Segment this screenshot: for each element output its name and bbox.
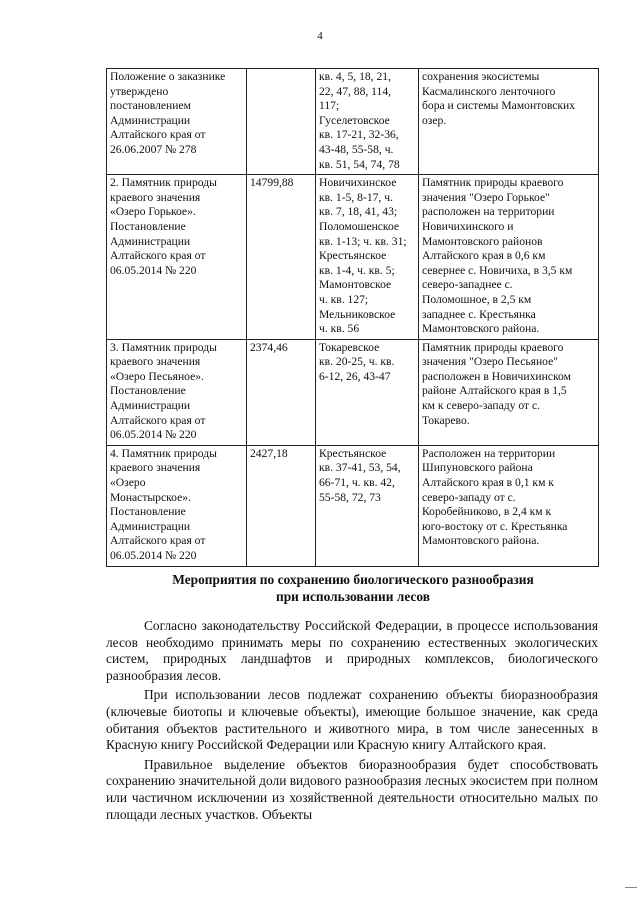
table-cell-area: 2427,18 — [247, 445, 316, 566]
section-heading-line: Мероприятия по сохранению биологического разнообразия — [172, 572, 534, 587]
table-cell-area: 14799,88 — [247, 175, 316, 340]
table-cell-area — [247, 69, 316, 175]
table-cell-quarters: Токаревское кв. 20-25, ч. кв. 6-12, 26, 43-47 — [316, 339, 419, 445]
table-cell-location: Расположен на территории Шипуновского района Алтайского края в 0,1 км к северо-западу от с. Коробейниково, в 2,4 км к юго-востоку от с. Крестьянка Мамонтовского района. — [419, 445, 599, 566]
table-cell-name: 3. Памятник природы краевого значения «Озеро Песьяное». Постановление Администрации Алтайского края от 06.05.2014 № 220 — [107, 339, 247, 445]
table-cell-quarters: кв. 4, 5, 18, 21, 22, 47, 88, 114, 117; Гуселетовское кв. 17-21, 32-36, 43-48, 55-58, ч. кв. 51, 54, 74, 78 — [316, 69, 419, 175]
table-cell-location: Памятник природы краевого значения "Озеро Горькое" расположен на территории Новичихинского и Мамонтовского районов Алтайского края в 0,6 км севернее с. Новичиха, в 3,5 км северо-западнее с. Поломошное, в 2,5 км западнее с. Крестьянка Мамонтовского района. — [419, 175, 599, 340]
scan-edge-mark — [625, 887, 637, 888]
table-cell-area: 2374,46 — [247, 339, 316, 445]
section-heading-line: при использовании лесов — [276, 589, 430, 604]
table-cell-name: Положение о заказнике утверждено постановлением Администрации Алтайского края от 26.06.2007 № 278 — [107, 69, 247, 175]
table-row — [107, 339, 599, 445]
paragraph: Правильное выделение объектов биоразнообразия будет способствовать сохранению значительной доли видового разнообразия лесных экосистем при полном или частичном исключении из хозяйственной деятельности относительно малых по площади лесных участков. Объекты — [106, 756, 598, 822]
table-cell-location: Памятник природы краевого значения "Озеро Песьяное" расположен в Новичихинском районе Алтайского края в 1,5 км к северо-западу от с. Токарево. — [419, 339, 599, 445]
table-cell-name: 2. Памятник природы краевого значения «Озеро Горькое». Постановление Администрации Алтайского края от 06.05.2014 № 220 — [107, 175, 247, 340]
paragraph: Согласно законодательству Российской Федерации, в процессе использования лесов необходимо принимать меры по сохранению естественных экологических систем, природных ландшафтов и природных комплексов, биологического разнообразия лесов. — [106, 618, 598, 683]
table-row — [107, 69, 599, 175]
table-row — [107, 445, 599, 566]
table-cell-name: 4. Памятник природы краевого значения «Озеро Монастырское». Постановление Администрации Алтайского края от 06.05.2014 № 220 — [107, 445, 247, 566]
table-cell-quarters: Крестьянское кв. 37-41, 53, 54, 66-71, ч. кв. 42, 55-58, 72, 73 — [316, 445, 419, 566]
section-heading — [106, 571, 600, 605]
page-number: 4 — [317, 30, 323, 42]
table-row — [107, 175, 599, 340]
protected-areas-table — [106, 68, 599, 567]
table-cell-location: сохранения экосистемы Касмалинского ленточного бора и системы Мамонтовских озер. — [419, 69, 599, 175]
table-cell-quarters: Новичихинское кв. 1-5, 8-17, ч. кв. 7, 18, 41, 43; Поломошенское кв. 1-13; ч. кв. 31; Крестьянское кв. 1-4, ч. кв. 5; Мамонтовское ч. кв. 127; Мельниковское ч. кв. 56 — [316, 175, 419, 340]
paragraph: При использовании лесов подлежат сохранению объекты биоразнообразия (ключевые биотопы и ключевые объекты), имеющие большое значение, как среда обитания объектов растительного и животного мира, в том числе занесенных в Красную книгу Российской Федерации или Красную книгу Алтайского края. — [106, 687, 598, 753]
body-text — [106, 618, 598, 826]
